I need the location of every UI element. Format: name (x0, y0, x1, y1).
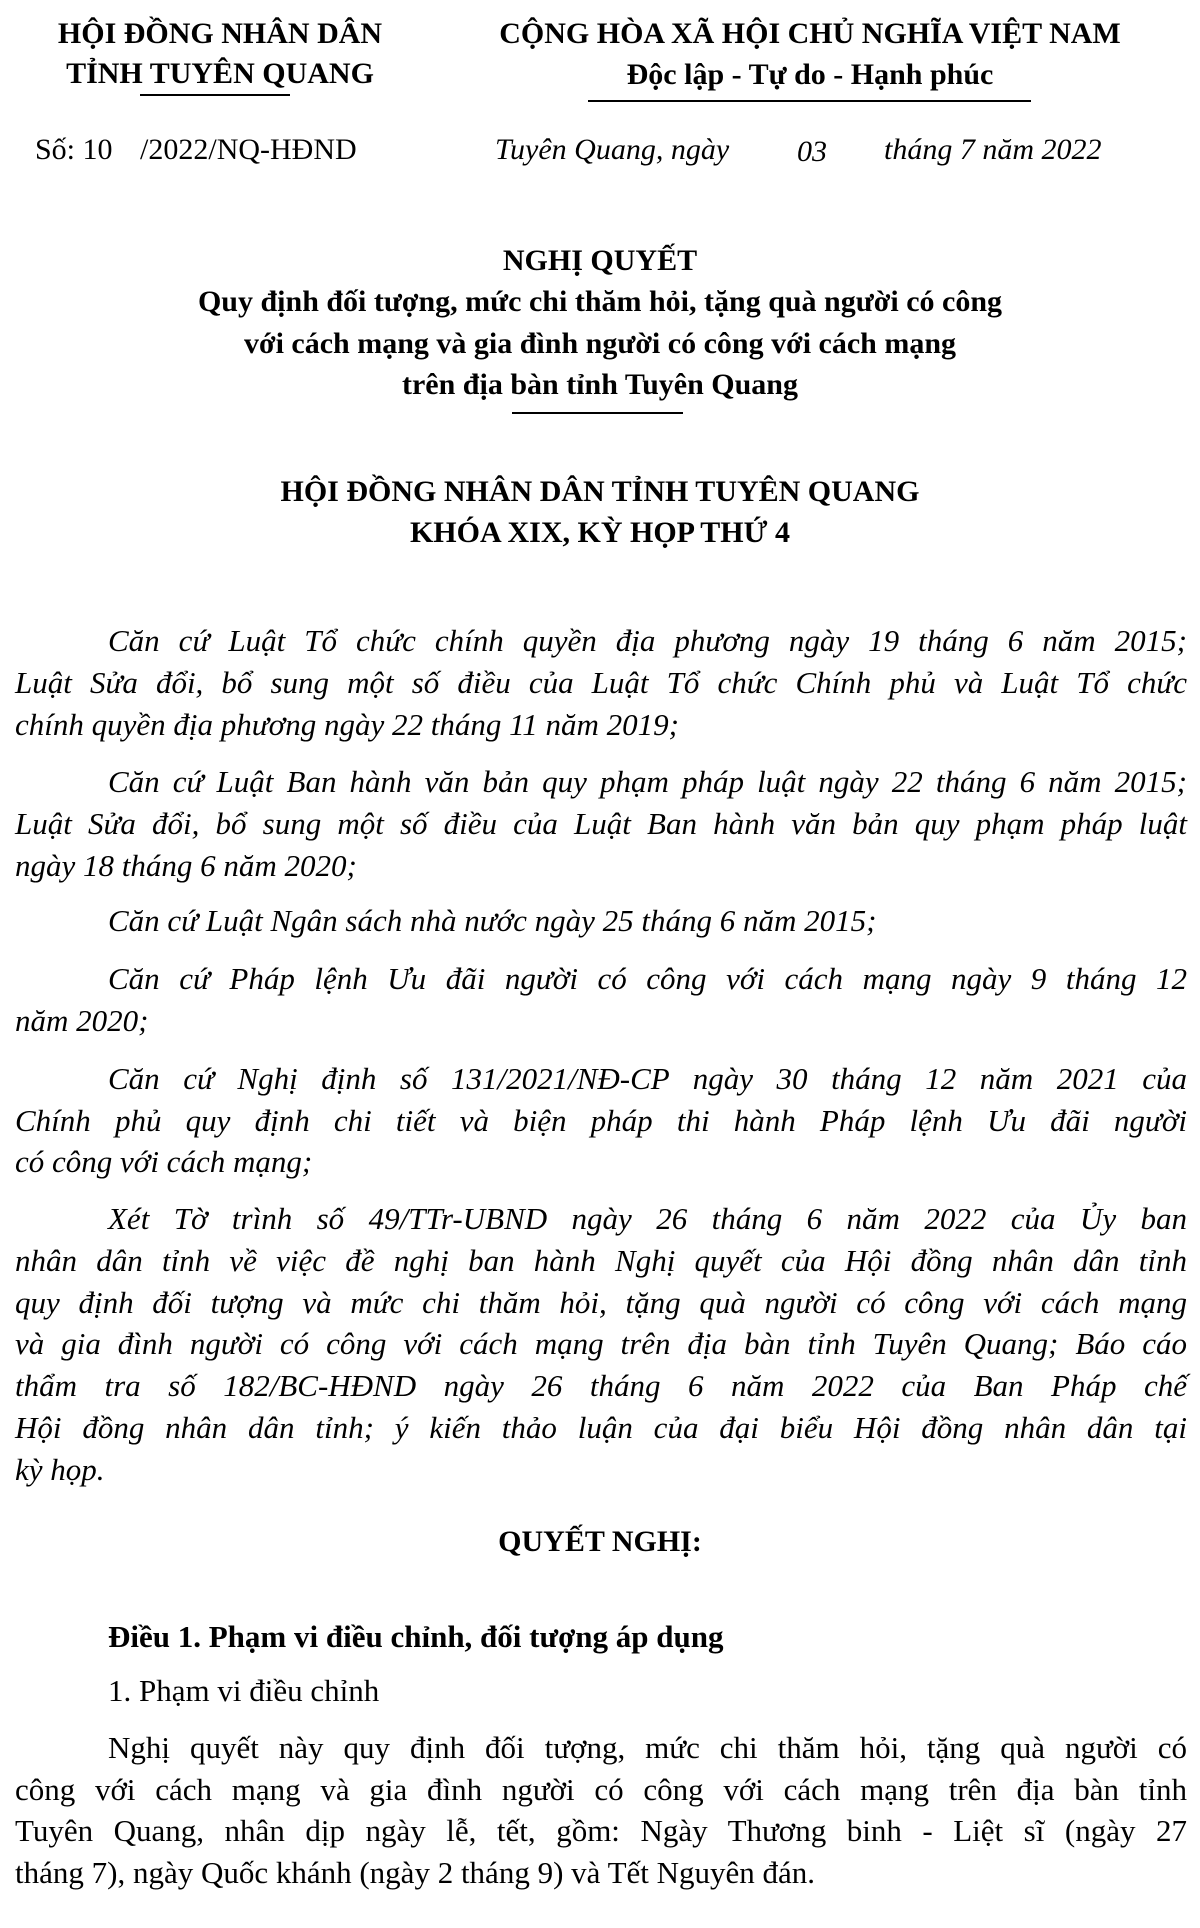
document-number (35, 132, 357, 168)
article-line: Nghị quyết này quy định đối tượng, mức chi thăm hỏi, tặng quà người có (108, 1730, 1187, 1765)
preamble-line: Căn cứ Luật Ban hành văn bản quy phạm pháp luật ngày 22 tháng 6 năm 2015; (108, 764, 1187, 799)
title-line: Quy định đối tượng, mức chi thăm hỏi, tặng quà người có công (197, 285, 1003, 318)
national-title: CỘNG HÒA XÃ HỘI CHỦ NGHĨA VIỆT NAM (499, 17, 1121, 50)
council-name: HỘI ĐỒNG NHÂN DÂN TỈNH TUYÊN QUANG (280, 475, 920, 508)
preamble-line: nhân dân tỉnh về việc đề nghị ban hành Nghị quyết của Hội đồng nhân dân tỉnh (15, 1243, 1187, 1278)
article-line: Tuyên Quang, nhân dịp ngày lễ, tết, gồm: Ngày Thương binh - Liệt sĩ (ngày 27 (15, 1813, 1187, 1848)
place-date: Tuyên Quang, ngày (495, 133, 730, 166)
preamble-line: Căn cứ Nghị định số 131/2021/NĐ-CP ngày 30 tháng 12 năm 2021 của (108, 1061, 1187, 1096)
preamble-line: Hội đồng nhân dân tỉnh; ý kiến thảo luận của đại biểu Hội đồng nhân dân tại (15, 1410, 1187, 1445)
preamble-line: ngày 18 tháng 6 năm 2020; (15, 848, 357, 883)
preamble-line: năm 2020; (15, 1003, 149, 1038)
article-item: 1. Phạm vi điều chỉnh (108, 1673, 380, 1708)
preamble-line: Luật Sửa đổi, bổ sung một số điều của Luật Tổ chức Chính phủ và Luật Tổ chức (15, 665, 1187, 700)
preamble-line: kỳ họp. (15, 1452, 105, 1487)
preamble-line: Căn cứ Luật Ngân sách nhà nước ngày 25 tháng 6 năm 2015; (108, 903, 877, 938)
preamble-line: Căn cứ Luật Tổ chức chính quyền địa phương ngày 19 tháng 6 năm 2015; (108, 623, 1187, 658)
issuer-province: TỈNH TUYÊN QUANG (66, 57, 374, 90)
title-line: trên địa bàn tỉnh Tuyên Quang (402, 368, 798, 401)
preamble-line: Chính phủ quy định chi tiết và biện pháp thi hành Pháp lệnh Ưu đãi người (15, 1103, 1187, 1138)
preamble-line: quy định đối tượng và mức chi thăm hỏi, tặng quà người có công với cách mạng (15, 1285, 1187, 1320)
number-value: 10 (82, 133, 113, 166)
preamble-line: Luật Sửa đổi, bổ sung một số điều của Luật Ban hành văn bản quy phạm pháp luật (15, 806, 1187, 841)
preamble-line: Căn cứ Pháp lệnh Ưu đãi người có công với cách mạng ngày 9 tháng 12 (108, 961, 1187, 996)
council-session: KHÓA XIX, KỲ HỌP THỨ 4 (409, 516, 791, 549)
title-line: với cách mạng và gia đình người có công với cách mạng (243, 327, 957, 360)
preamble-line: có công với cách mạng; (15, 1144, 313, 1179)
preamble-line: và gia đình người có công với cách mạng trên địa bàn tỉnh Tuyên Quang; Báo cáo (15, 1326, 1187, 1361)
preamble-line: thẩm tra số 182/BC-HĐND ngày 26 tháng 6 năm 2022 của Ban Pháp chế (15, 1368, 1187, 1403)
issuer-name: HỘI ĐỒNG NHÂN DÂN (57, 17, 383, 50)
date-day: 03 (797, 135, 827, 168)
issuer-underline (140, 94, 290, 96)
article-title: Điều 1. Phạm vi điều chỉnh, đối tượng áp dụng (108, 1619, 724, 1654)
motto-underline (588, 100, 1031, 102)
title-underline (512, 412, 683, 414)
number-suffix: /2022/NQ-HĐND (140, 133, 357, 166)
document-type: NGHỊ QUYẾT (502, 244, 698, 277)
article-line: tháng 7), ngày Quốc khánh (ngày 2 tháng 9) và Tết Nguyên đán. (15, 1855, 816, 1890)
date-month-year: tháng 7 năm 2022 (884, 133, 1102, 166)
preamble-line: chính quyền địa phương ngày 22 tháng 11 năm 2019; (15, 707, 679, 742)
number-prefix: Số: (35, 133, 76, 166)
national-motto: Độc lập - Tự do - Hạnh phúc (626, 58, 994, 91)
decision-heading: QUYẾT NGHỊ: (498, 1525, 702, 1558)
preamble-line: Xét Tờ trình số 49/TTr-UBND ngày 26 tháng 6 năm 2022 của Ủy ban (108, 1201, 1187, 1236)
article-line: công với cách mạng và gia đình người có công với cách mạng trên địa bàn tỉnh (15, 1772, 1187, 1807)
